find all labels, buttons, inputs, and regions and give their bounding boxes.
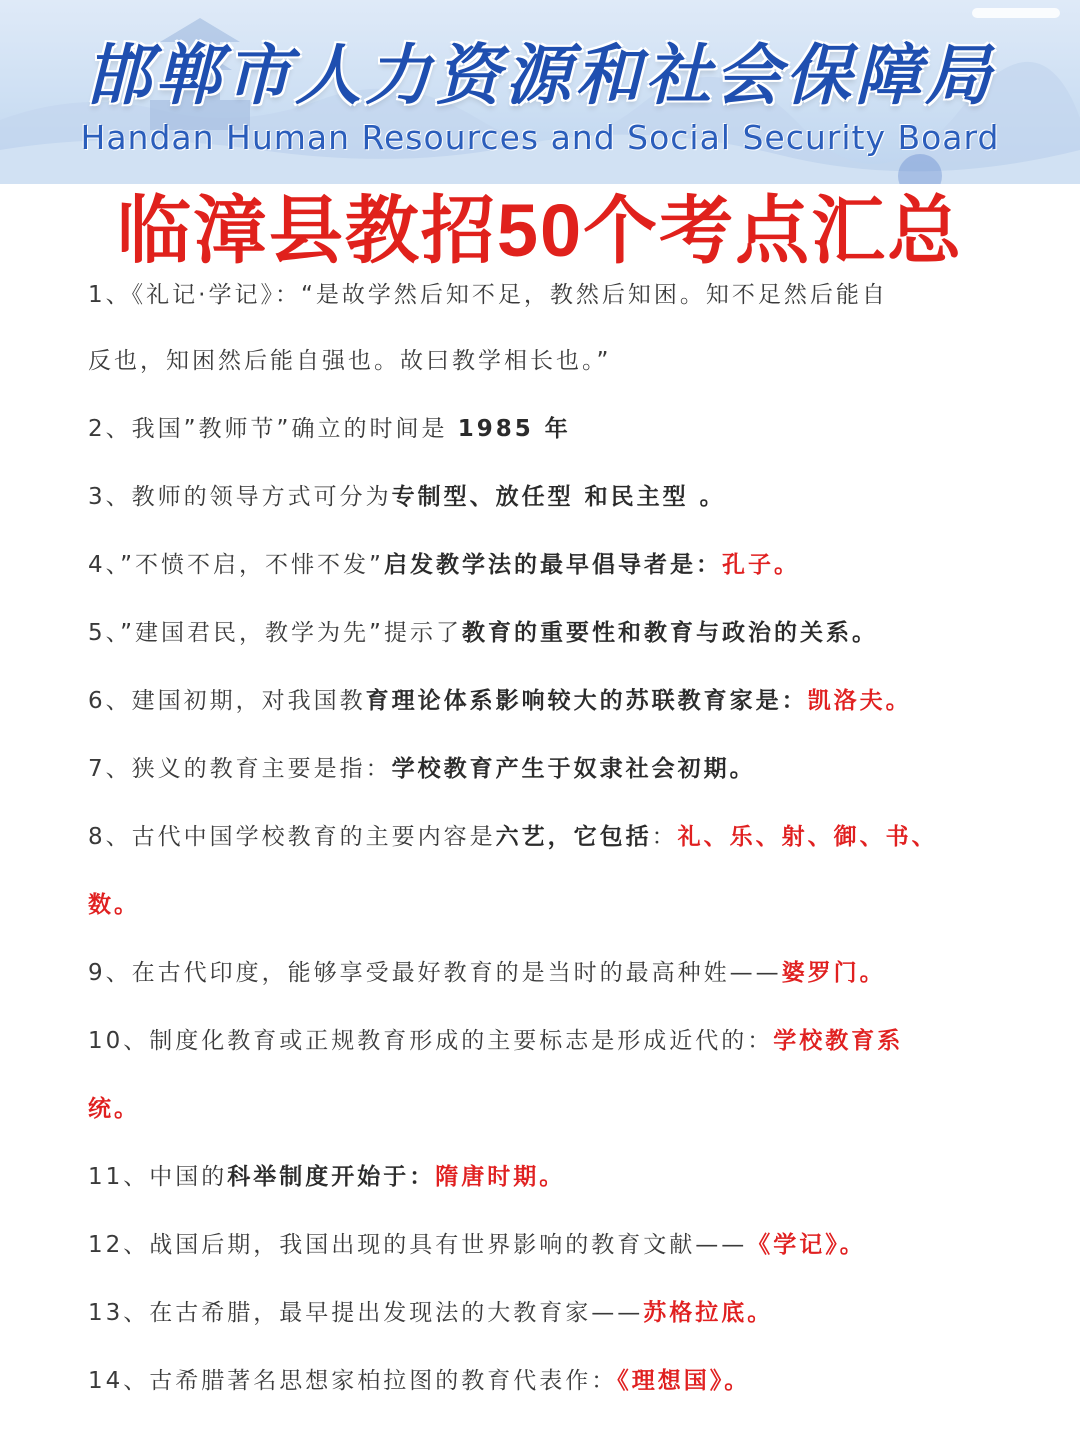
answer-highlight: 隋唐时期。 xyxy=(435,1164,566,1190)
key-term: 1985 年 xyxy=(457,416,571,442)
line-text: ： xyxy=(651,824,678,850)
key-term: 教育的重要性和教育与政治的关系。 xyxy=(461,620,878,646)
key-term: 启发教学法的最早倡导者是： xyxy=(383,552,722,578)
answer-highlight: 婆罗门。 xyxy=(781,960,886,986)
line-text: 4、”不愤不启，不悱不发” xyxy=(88,552,384,578)
exam-point-line xyxy=(88,1162,998,1192)
exam-point-line xyxy=(88,1094,998,1124)
organization-name: 邯郸市人力资源和社会保障局 xyxy=(85,36,995,114)
key-term: 育理论体系影响较大的苏联教育家是： xyxy=(365,688,808,714)
key-term: 专制型、放任型 和民主型 。 xyxy=(391,484,726,510)
answer-highlight: 凯洛夫。 xyxy=(807,688,912,714)
key-term: 六艺，它包括 xyxy=(495,824,652,850)
exam-point-line xyxy=(88,1298,998,1328)
exam-point-line xyxy=(88,346,998,376)
answer-highlight: 数。 xyxy=(88,892,140,918)
exam-point-line xyxy=(88,414,998,444)
exam-point-line xyxy=(88,686,998,716)
header-banner xyxy=(0,0,1080,184)
exam-point-line xyxy=(88,1230,998,1260)
line-text: 8、古代中国学校教育的主要内容是 xyxy=(88,824,496,850)
answer-highlight: 孔子。 xyxy=(721,552,800,578)
line-text: 12、战国后期，我国出现的具有世界影响的教育文献—— xyxy=(88,1232,748,1258)
line-text: 13、在古希腊，最早提出发现法的大教育家—— xyxy=(88,1300,644,1326)
exam-point-line xyxy=(88,618,998,648)
key-term: 学校教育产生于奴隶社会初期。 xyxy=(391,756,756,782)
line-text: 5、”建国君民，教学为先”提示了 xyxy=(88,620,462,646)
answer-highlight: 统。 xyxy=(88,1096,140,1122)
exam-point-line xyxy=(88,890,998,920)
exam-point-line xyxy=(88,958,998,988)
key-term: 科举制度开始于： xyxy=(227,1164,436,1190)
answer-highlight: 《理想国》。 xyxy=(617,1368,751,1394)
banner-handle xyxy=(972,8,1060,18)
exam-point-line xyxy=(88,550,998,580)
line-text: 6、建国初期，对我国教 xyxy=(88,688,366,714)
line-text: 1、《礼记·学记》：“是故学然后知不足，教然后知困。知不足然后能自 xyxy=(88,282,888,308)
line-text: 3、教师的领导方式可分为 xyxy=(88,484,392,510)
exam-point-line xyxy=(88,1026,998,1056)
line-text: 10、制度化教育或正规教育形成的主要标志是形成近代的： xyxy=(88,1028,774,1054)
line-text: 2、我国”教师节”确立的时间是 xyxy=(88,416,458,442)
answer-highlight: 《学记》。 xyxy=(747,1232,866,1258)
answer-highlight: 苏格拉底。 xyxy=(643,1300,774,1326)
line-text: 7、狭义的教育主要是指： xyxy=(88,756,392,782)
line-text: 9、在古代印度，能够享受最好教育的是当时的最高种姓—— xyxy=(88,960,782,986)
exam-point-line xyxy=(88,280,998,310)
line-text: 11、中国的 xyxy=(88,1164,228,1190)
exam-point-line xyxy=(88,754,998,784)
exam-point-line xyxy=(88,482,998,512)
line-text: 14、古希腊著名思想家柏拉图的教育代表作： xyxy=(88,1368,618,1394)
organization-name-english: Handan Human Resources and Social Security Board xyxy=(80,118,1000,157)
answer-highlight: 礼、乐、射、御、书、 xyxy=(677,824,938,850)
document-title: 临漳县教招50个考点汇总 xyxy=(116,189,964,272)
exam-point-line xyxy=(88,1366,998,1396)
exam-point-line xyxy=(88,822,998,852)
line-text: 反也，知困然后能自强也。故曰教学相长也。” xyxy=(88,348,612,374)
answer-highlight: 学校教育系 xyxy=(773,1028,904,1054)
